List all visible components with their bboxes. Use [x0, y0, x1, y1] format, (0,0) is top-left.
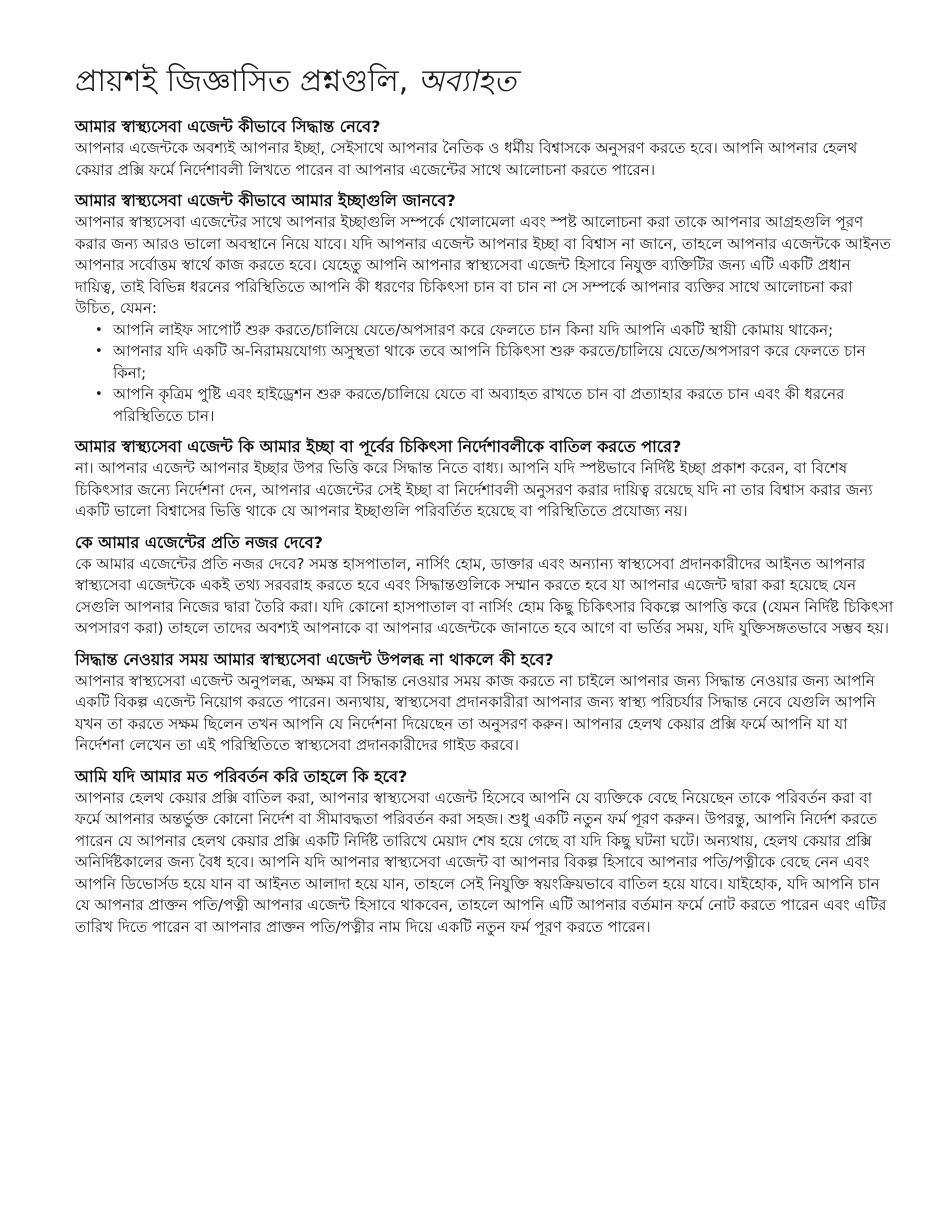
bullet-item: • আপনি লাইফ সাপোর্ট শুরু করতে/চালিয়ে যেতে/অপসারণ করে ফেলতে চান কিনা যদি আপনি একটি স্থায়ী কোমায় থাকেন;: [95, 320, 895, 342]
bullet-item: • আপনি কৃত্রিম পুষ্টি এবং হাইড্রেশন শুরু করতে/চালিয়ে যেতে বা অব্যাহত রাখতে চান বা প্রত্যাহার করতে চান এবং কী ধরনের পরিস্থিতিতে চান।: [95, 384, 895, 427]
page-title-main: প্রায়শই জিজ্ঞাসিত প্রশ্নগুলি,: [75, 64, 418, 99]
faq-answer: কে আমার এজেন্টের প্রতি নজর দেবে? সমস্ত হাসপাতাল, নার্সিং হোম, ডাক্তার এবং অন্যান্য স্বাস্থ্যসেবা প্রদানকারীদের আইনত আপনার স্বাস্থ্যসেবা এজেন্টকে একই তথ্য সরবরাহ করতে হবে এবং সিদ্ধান্তগুলিকে সম্মান করতে হবে যা আপনার এজেন্ট দ্বারা করা হয়েছে যেন সেগুলি আপনার নিজের দ্বারা তৈরি করা। যদি কোনো হাসপাতাল বা নার্সিং হোম কিছু চিকিৎসার বিকল্পে আপত্তি করে (যেমন নির্দিষ্ট চিকিৎসা অপসারণ করা) তাহলে তাদের অবশ্যই আপনাকে বা আপনার এজেন্টকে জানাতে হবে আগে বা ভর্তির সময়, যদি যুক্তিসঙ্গতভাবে সম্ভব হয়।: [75, 554, 894, 637]
page-title: [75, 62, 895, 102]
faq-answer: আপনার এজেন্টকে অবশ্যই আপনার ইচ্ছা, সেইসাথে আপনার নৈতিক ও ধর্মীয় বিশ্বাসকে অনুসরণ করতে হবে। আপনি আপনার হেলথ কেয়ার প্রক্সি ফর্মে নির্দেশাবলী লিখতে পারেন বা আপনার এজেন্টের সাথে আলোচনা করতে পারেন।: [75, 139, 858, 179]
faq-section-wishes: [75, 190, 895, 427]
faq-question: আমার স্বাস্থ্যসেবা এজেন্ট কীভাবে আমার ইচ্ছাগুলি জানবে?: [75, 191, 456, 210]
faq-question: সিদ্ধান্ত নেওয়ার সময় আমার স্বাস্থ্যসেবা এজেন্ট উপলব্ধ না থাকলে কী হবে?: [75, 649, 554, 669]
faq-question: আমার স্বাস্থ্যসেবা এজেন্ট কি আমার ইচ্ছা বা পূর্বের চিকিৎসা নির্দেশাবলীকে বাতিল করতে পারে?: [75, 437, 682, 456]
faq-question: কে আমার এজেন্টের প্রতি নজর দেবে?: [75, 532, 323, 552]
faq-question: আমি যদি আমার মত পরিবর্তন করি তাহলে কি হবে?: [75, 766, 408, 786]
faq-answer: আপনার স্বাস্থ্যসেবা এজেন্টের সাথে আপনার ইচ্ছাগুলি সম্পর্কে খোলামেলা এবং স্পষ্ট আলোচনা করা তাকে আপনার আগ্রহগুলি পূরণ করার জন্য আরও ভালো অবস্থানে নিয়ে যাবে। যদি আপনার এজেন্ট আপনার ইচ্ছা বা বিশ্বাস না জানে, তাহলে আপনার এজেন্টকে আইনত আপনার সর্বোত্তম স্বার্থে কাজ করতে হবে। যেহেতু আপনি আপনার স্বাস্থ্যসেবা এজেন্ট হিসাবে নিযুক্ত ব্যক্তিটির জন্য এটি একটি প্রধান দায়িত্ব, তাই বিভিন্ন ধরনের পরিস্থিতিতে আপনি কী ধরণের চিকিৎসা চান বা চান না সে সম্পর্কে আপনার ব্যক্তির সাথে আলোচনা করা উচিত, যেমন:: [75, 213, 891, 317]
faq-question: আমার স্বাস্থ্যসেবা এজেন্ট কীভাবে সিদ্ধান্ত নেবে?: [75, 117, 381, 136]
faq-answer: আপনার স্বাস্থ্যসেবা এজেন্ট অনুপলব্ধ, অক্ষম বা সিদ্ধান্ত নেওয়ার সময় কাজ করতে না চাইলে আপনার জন্য সিদ্ধান্ত নেওয়ার জন্য আপনি একটি বিকল্প এজেন্ট নিয়োগ করতে পারেন। অন্যথায়, স্বাস্থ্যসেবা প্রদানকারীরা আপনার জন্য স্বাস্থ্য পরিচর্যার সিদ্ধান্ত নেবে যেগুলি আপনি যখন তা করতে সক্ষম ছিলেন তখন আপনি যে নির্দেশনা দিয়েছেন তা অনুসরণ করুন। আপনার হেলথ কেয়ার প্রক্সি ফর্মে আপনি যা যা নির্দেশনা লেখেন তা এই পরিস্থিতিতে স্বাস্থ্যসেবা প্রদানকারীদের গাইড করবে।: [75, 671, 876, 754]
document-page: [75, 62, 895, 947]
faq-section-oversight: [75, 532, 895, 640]
bullet-item: • আপনার যদি একটি অ-নিরাময়যোগ্য অসুস্থতা থাকে তবে আপনি চিকিৎসা শুরু করতে/চালিয়ে যেতে/অপসারণ করে ফেলতে চান কিনা;: [95, 341, 895, 384]
faq-section-decisions: [75, 116, 895, 181]
page-title-sub: অব্যাহত: [417, 64, 517, 99]
faq-answer: আপনার হেলথ কেয়ার প্রক্সি বাতিল করা, আপনার স্বাস্থ্যসেবা এজেন্ট হিসেবে আপনি যে ব্যক্তিকে বেছে নিয়েছেন তাকে পরিবর্তন করা বা ফর্মে আপনার অন্তর্ভুক্ত কোনো নির্দেশ বা সীমাবদ্ধতা পরিবর্তন করা সহজ। শুধু একটি নতুন ফর্ম পূরণ করুন। উপরন্তু, আপনি নির্দেশ করতে পারেন যে আপনার হেলথ কেয়ার প্রক্সি একটি নির্দিষ্ট তারিখে মেয়াদ শেষ হয়ে গেছে বা যদি কিছু ঘটনা ঘটে। অন্যথায়, হেলথ কেয়ার প্রক্সি অনির্দিষ্টকালের জন্য বৈধ হবে। আপনি যদি আপনার স্বাস্থ্যসেবা এজেন্ট বা আপনার বিকল্প হিসাবে আপনার পতি/পত্নীকে বেছে নেন এবং আপনি ডিভোর্সড হয়ে যান বা আইনত আলাদা হয়ে যান, তাহলে সেই নিযুক্তি স্বয়ংক্রিয়ভাবে বাতিল হয়ে যাবে। যাইহোক, যদি আপনি চান যে আপনার প্রাক্তন পতি/পত্নী আপনার এজেন্ট হিসাবে থাকবেন, তাহলে আপনি এটি আপনার বর্তমান ফর্মে নোট করতে পারেন এবং এটির তারিখ দিতে পারেন বা আপনার প্রাক্তন পতি/পত্নীর নাম দিয়ে একটি নতুন ফর্ম পূরণ করতে পারেন।: [75, 788, 887, 936]
bullet-list: [75, 320, 895, 428]
faq-section-change-mind: [75, 766, 895, 939]
faq-section-override: [75, 436, 895, 523]
faq-answer: না। আপনার এজেন্ট আপনার ইচ্ছার উপর ভিত্তি করে সিদ্ধান্ত নিতে বাধ্য। আপনি যদি স্পষ্টভাবে নির্দিষ্ট ইচ্ছা প্রকাশ করেন, বা বিশেষ চিকিৎসার জন্যে নির্দেশনা দেন, আপনার এজেন্টের সেই ইচ্ছা বা নির্দেশাবলী অনুসরণ করার দায়িত্ব রয়েছে যদি না তার বিশ্বাস করার জন্য একটি ভালো বিশ্বাসের ভিত্তি থাকে যে আপনার ইচ্ছাগুলি পরিবর্তিত হয়েছে বা পরিস্থিতিতে প্রযোজ্য নয়।: [75, 459, 873, 520]
faq-section-unavailable: [75, 649, 895, 757]
